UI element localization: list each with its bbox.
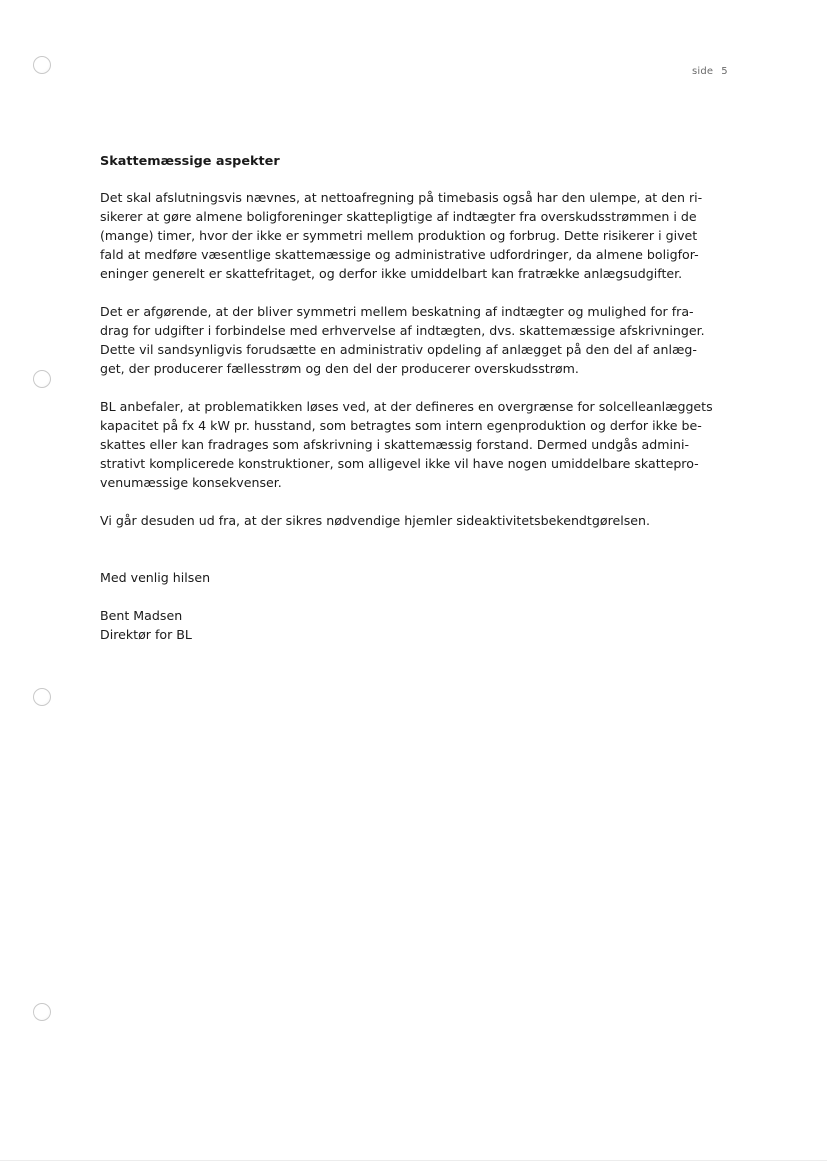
paragraph-line: kapacitet på fx 4 kW pr. husstand, som betragtes som intern egenproduktion og derfor ikke be-: [100, 418, 702, 433]
paragraph-line: strativt komplicerede konstruktioner, som alligevel ikke vil have nogen umiddelbare skattepro-: [100, 456, 699, 471]
paragraph-line: Det er afgørende, at der bliver symmetri mellem beskatning af indtægter og mulighed for fra-: [100, 304, 694, 319]
punch-hole-1: [33, 56, 51, 74]
paragraph-line: BL anbefaler, at problematikken løses ved, at der defineres en overgrænse for solcelleanlæggets: [100, 399, 713, 414]
section-heading: Skattemæssige aspekter: [100, 154, 280, 169]
paragraph-line: Det skal afslutningsvis nævnes, at nettoafregning på timebasis også har den ulempe, at den ri-: [100, 190, 703, 205]
paragraphs: [100, 188, 728, 530]
page-number: [692, 66, 728, 77]
page-bottom-edge: [0, 1160, 827, 1161]
letter-body: [100, 152, 728, 644]
punch-hole-4: [33, 1003, 51, 1021]
paragraph-line: Dette vil sandsynligvis forudsætte en administrativ opdeling af anlægget på den del af anlæg-: [100, 342, 697, 357]
paragraph-line: venumæssige konsekvenser.: [100, 475, 282, 490]
closing: [100, 568, 728, 644]
paragraph-1: [100, 188, 728, 283]
page-label: side: [692, 66, 714, 77]
paragraph-line: sikerer at gøre almene boligforeninger skattepligtige af indtægter fra overskudsstrømmen i de: [100, 209, 697, 224]
punch-hole-2: [33, 370, 51, 388]
signatory-title: Direktør for BL: [100, 627, 192, 642]
signatory-name: Bent Madsen: [100, 608, 183, 623]
paragraph-4: [100, 511, 728, 530]
paragraph-line: get, der producerer fællesstrøm og den del der producerer overskudsstrøm.: [100, 361, 579, 376]
paragraph-line: eninger generelt er skattefritaget, og derfor ikke umiddelbart kan fratrække anlægsudgifter.: [100, 266, 683, 281]
paragraph-line: Vi går desuden ud fra, at der sikres nødvendige hjemler sideaktivitetsbekendtgørelsen.: [100, 513, 651, 528]
paragraph-line: (mange) timer, hvor der ikke er symmetri mellem produktion og forbrug. Dette risikerer i givet: [100, 228, 698, 243]
paragraph-line: skattes eller kan fradrages som afskrivning i skattemæssig forstand. Dermed undgås admini-: [100, 437, 690, 452]
paragraph-3: [100, 397, 728, 492]
closing-greeting: Med venlig hilsen: [100, 570, 211, 585]
paragraph-line: drag for udgifter i forbindelse med erhvervelse af indtægten, dvs. skattemæssige afskrivninger.: [100, 323, 705, 338]
paragraph-line: fald at medføre væsentlige skattemæssige og administrative udfordringer, da almene boligfor-: [100, 247, 699, 262]
punch-hole-3: [33, 688, 51, 706]
paragraph-2: [100, 302, 728, 378]
page-number-value: 5: [721, 66, 728, 77]
